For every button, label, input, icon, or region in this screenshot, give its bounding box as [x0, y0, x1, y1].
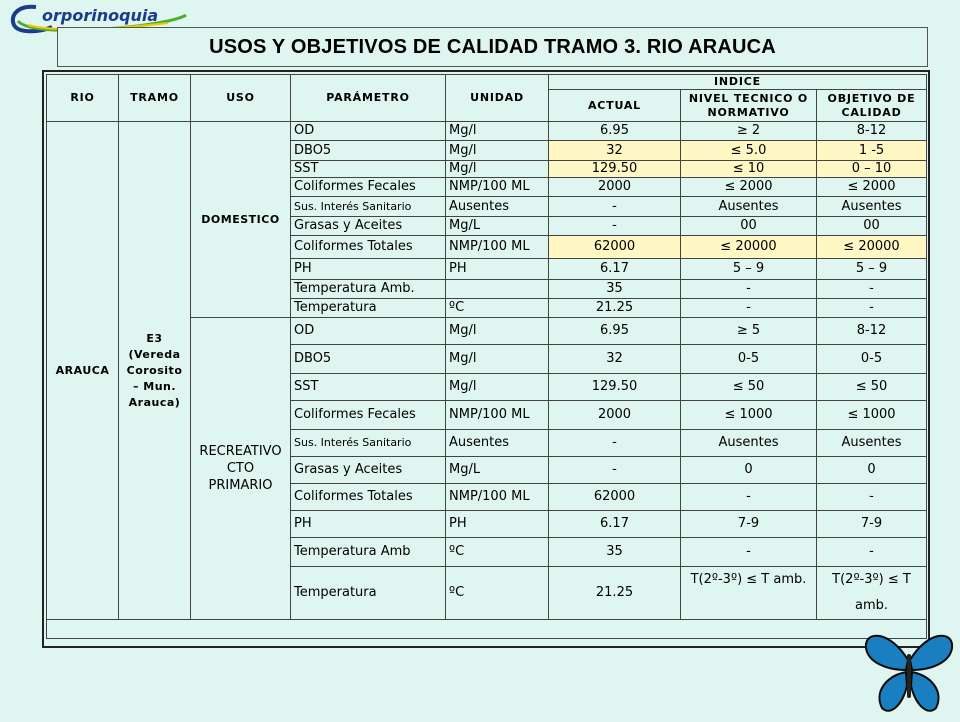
- objetivo-cell: ≤ 20000: [817, 236, 927, 259]
- objetivo-cell: ≤ 50: [817, 374, 927, 401]
- page-title: USOS Y OBJETIVOS DE CALIDAD TRAMO 3. RIO ARAUCA: [209, 35, 776, 58]
- nivel-cell: 0: [681, 457, 817, 484]
- unidad-cell: NMP/100 ML: [446, 401, 549, 430]
- objetivo-cell: -: [817, 484, 927, 511]
- header-rio: RIO: [47, 75, 119, 122]
- unidad-cell: NMP/100 ML: [446, 178, 549, 197]
- objetivo-cell: 8-12: [817, 318, 927, 345]
- unidad-cell: ºC: [446, 567, 549, 620]
- actual-cell: 2000: [549, 178, 681, 197]
- nivel-cell: -: [681, 299, 817, 318]
- actual-cell: 21.25: [549, 299, 681, 318]
- objetivo-cell: 00: [817, 217, 927, 236]
- actual-cell: 35: [549, 538, 681, 567]
- actual-cell: 32: [549, 345, 681, 374]
- parametro-cell: SST: [291, 161, 446, 178]
- nivel-cell: ≤ 10: [681, 161, 817, 178]
- header-parametro: PARÁMETRO: [291, 75, 446, 122]
- objetivo-cell: Ausentes: [817, 430, 927, 457]
- header-indice: INDICE: [549, 75, 927, 90]
- actual-cell: 129.50: [549, 374, 681, 401]
- parametro-cell: Grasas y Aceites: [291, 457, 446, 484]
- parametro-cell: Grasas y Aceites: [291, 217, 446, 236]
- logo-text: orporinoquia: [42, 6, 159, 25]
- nivel-cell: Ausentes: [681, 197, 817, 217]
- parametro-cell: OD: [291, 122, 446, 141]
- unidad-cell: Mg/l: [446, 318, 549, 345]
- uso-domestico-cell: DOMESTICO: [191, 122, 291, 318]
- nivel-cell: T(2º-3º) ≤ T amb.: [681, 567, 817, 620]
- objetivo-cell: -: [817, 299, 927, 318]
- actual-cell: 35: [549, 280, 681, 299]
- unidad-cell: Mg/l: [446, 345, 549, 374]
- parametro-cell: PH: [291, 259, 446, 280]
- actual-cell: -: [549, 457, 681, 484]
- actual-cell: 62000: [549, 236, 681, 259]
- objetivo-cell: 7-9: [817, 511, 927, 538]
- nivel-cell: -: [681, 280, 817, 299]
- nivel-cell: ≥ 2: [681, 122, 817, 141]
- unidad-cell: [446, 280, 549, 299]
- actual-cell: 62000: [549, 484, 681, 511]
- parametro-cell: Temperatura Amb: [291, 538, 446, 567]
- parametro-cell: Coliformes Fecales: [291, 401, 446, 430]
- objetivo-cell: 0: [817, 457, 927, 484]
- objetivo-cell: 5 – 9: [817, 259, 927, 280]
- header-objetivo: OBJETIVO DE CALIDAD: [817, 90, 927, 122]
- unidad-cell: NMP/100 ML: [446, 236, 549, 259]
- parametro-cell: Temperatura: [291, 567, 446, 620]
- unidad-cell: PH: [446, 259, 549, 280]
- actual-cell: 6.95: [549, 122, 681, 141]
- actual-cell: 6.95: [549, 318, 681, 345]
- actual-cell: 6.17: [549, 511, 681, 538]
- rio-cell: ARAUCA: [47, 122, 119, 620]
- empty-footer-cell: [47, 620, 927, 639]
- parametro-cell: Sus. Interés Sanitario: [291, 430, 446, 457]
- header-unidad: UNIDAD: [446, 75, 549, 122]
- actual-cell: -: [549, 217, 681, 236]
- nivel-cell: 5 – 9: [681, 259, 817, 280]
- tramo-cell: E3 (Vereda Corosito – Mun. Arauca): [119, 122, 191, 620]
- objetivo-cell: 8-12: [817, 122, 927, 141]
- parametro-cell: Coliformes Totales: [291, 236, 446, 259]
- header-tramo: TRAMO: [119, 75, 191, 122]
- nivel-cell: ≤ 20000: [681, 236, 817, 259]
- nivel-cell: -: [681, 538, 817, 567]
- nivel-cell: 00: [681, 217, 817, 236]
- objetivo-cell: 0 – 10: [817, 161, 927, 178]
- unidad-cell: NMP/100 ML: [446, 484, 549, 511]
- actual-cell: 6.17: [549, 259, 681, 280]
- parametro-cell: PH: [291, 511, 446, 538]
- uso-recreativo-cell: RECREATIVO CTO PRIMARIO: [191, 318, 291, 620]
- parametro-cell: SST: [291, 374, 446, 401]
- butterfly-image: [860, 630, 958, 718]
- objetivo-cell: ≤ 1000: [817, 401, 927, 430]
- unidad-cell: ºC: [446, 538, 549, 567]
- parametro-cell: Sus. Interés Sanitario: [291, 197, 446, 217]
- unidad-cell: Mg/l: [446, 141, 549, 161]
- unidad-cell: Mg/L: [446, 217, 549, 236]
- nivel-cell: ≤ 50: [681, 374, 817, 401]
- parametro-cell: OD: [291, 318, 446, 345]
- unidad-cell: ºC: [446, 299, 549, 318]
- actual-cell: 21.25: [549, 567, 681, 620]
- nivel-cell: -: [681, 484, 817, 511]
- objetivo-cell: -: [817, 538, 927, 567]
- header-uso: USO: [191, 75, 291, 122]
- parametro-cell: DBO5: [291, 345, 446, 374]
- nivel-cell: Ausentes: [681, 430, 817, 457]
- actual-cell: 2000: [549, 401, 681, 430]
- unidad-cell: Mg/l: [446, 161, 549, 178]
- table-footer-row: [47, 620, 927, 639]
- header-actual: ACTUAL: [549, 90, 681, 122]
- nivel-cell: ≤ 5.0: [681, 141, 817, 161]
- parametro-cell: Temperatura: [291, 299, 446, 318]
- objetivo-cell: T(2º-3º) ≤ T amb.: [817, 567, 927, 620]
- unidad-cell: Mg/L: [446, 457, 549, 484]
- nivel-cell: ≤ 2000: [681, 178, 817, 197]
- objetivo-cell: Ausentes: [817, 197, 927, 217]
- objetivo-cell: -: [817, 280, 927, 299]
- objetivo-cell: 0-5: [817, 345, 927, 374]
- header-nivel: NIVEL TECNICO O NORMATIVO: [681, 90, 817, 122]
- header-row: [47, 75, 927, 90]
- nivel-cell: ≥ 5: [681, 318, 817, 345]
- nivel-cell: 7-9: [681, 511, 817, 538]
- actual-cell: -: [549, 197, 681, 217]
- parametro-cell: Temperatura Amb.: [291, 280, 446, 299]
- objetivo-cell: ≤ 2000: [817, 178, 927, 197]
- parametro-cell: Coliformes Totales: [291, 484, 446, 511]
- table-row: [47, 122, 927, 141]
- parametro-cell: Coliformes Fecales: [291, 178, 446, 197]
- nivel-cell: 0-5: [681, 345, 817, 374]
- objetivo-cell: 1 -5: [817, 141, 927, 161]
- nivel-cell: ≤ 1000: [681, 401, 817, 430]
- actual-cell: 32: [549, 141, 681, 161]
- unidad-cell: Mg/l: [446, 122, 549, 141]
- title-box: [57, 27, 928, 67]
- actual-cell: 129.50: [549, 161, 681, 178]
- unidad-cell: Ausentes: [446, 197, 549, 217]
- actual-cell: -: [549, 430, 681, 457]
- quality-table: [46, 74, 927, 639]
- unidad-cell: Ausentes: [446, 430, 549, 457]
- unidad-cell: PH: [446, 511, 549, 538]
- parametro-cell: DBO5: [291, 141, 446, 161]
- unidad-cell: Mg/l: [446, 374, 549, 401]
